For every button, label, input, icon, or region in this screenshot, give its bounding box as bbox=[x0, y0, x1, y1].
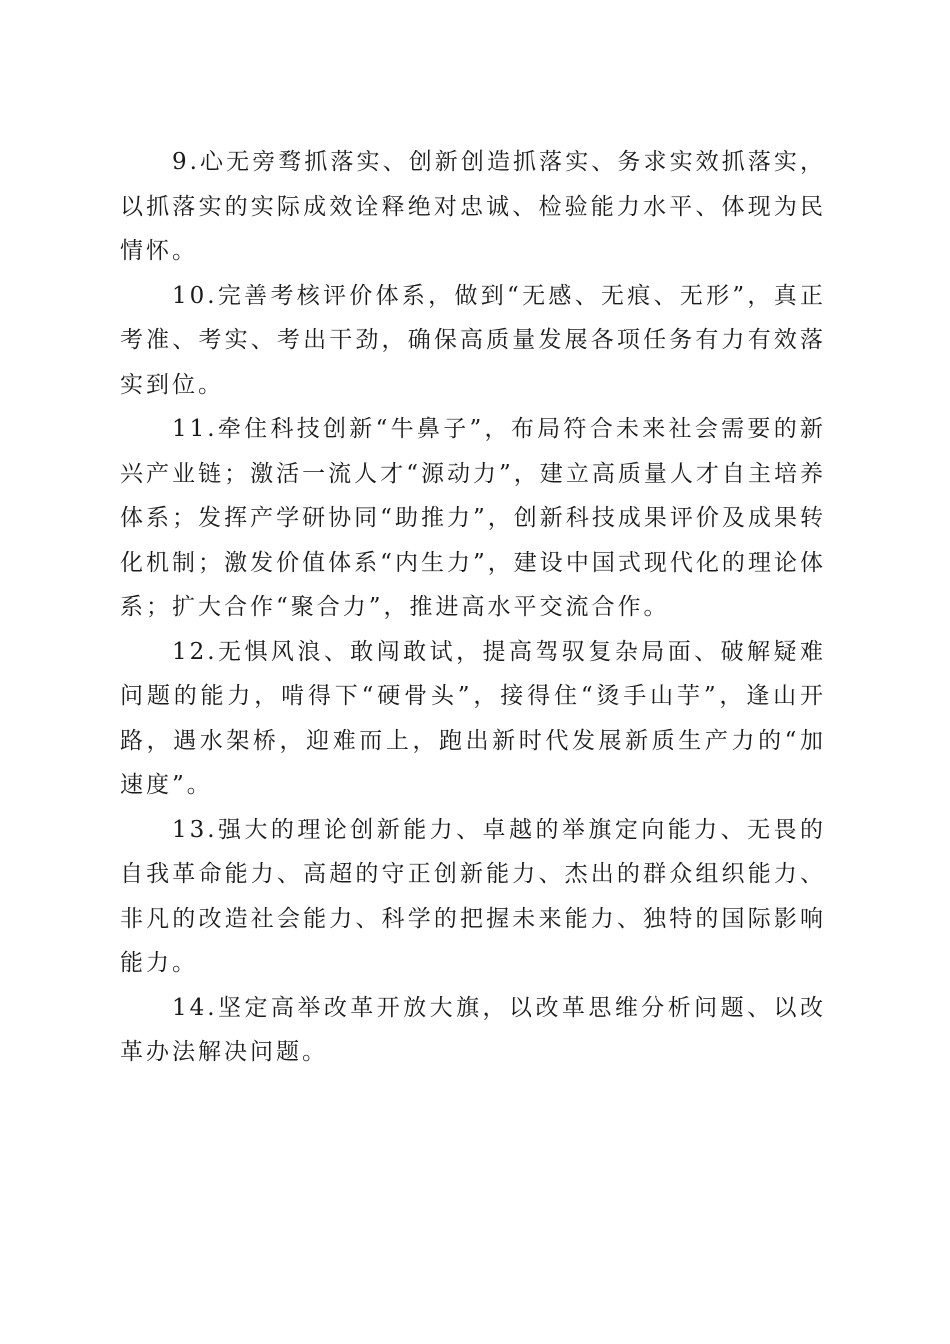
paragraph-13: 13.强大的理论创新能力、卓越的举旗定向能力、无畏的自我革命能力、高超的守正创新能力、杰出的群众组织能力、非凡的改造社会能力、科学的把握未来能力、独特的国际影响能力。 bbox=[120, 816, 826, 976]
document-body bbox=[120, 140, 826, 1075]
paragraph-12: 12.无惧风浪、敢闯敢试，提高驾驭复杂局面、破解疑难问题的能力，啃得下“硬骨头”，接得住“烫手山芋”，逢山开路，遇水架桥，迎难而上，跑出新时代发展新质生产力的“加速度”。 bbox=[120, 638, 826, 798]
paragraph-10: 10.完善考核评价体系，做到“无感、无痕、无形”，真正考准、考实、考出干劲，确保高质量发展各项任务有力有效落实到位。 bbox=[120, 282, 826, 398]
paragraph-11: 11.牵住科技创新“牛鼻子”，布局符合未来社会需要的新兴产业链；激活一流人才“源动力”，建立高质量人才自主培养体系；发挥产学研协同“助推力”，创新科技成果评价及成果转化机制；激发价值体系“内生力”，建设中国式现代化的理论体系；扩大合作“聚合力”，推进高水平交流合作。 bbox=[120, 416, 826, 620]
paragraph-9: 9.心无旁骛抓落实、创新创造抓落实、务求实效抓落实，以抓落实的实际成效诠释绝对忠诚、检验能力水平、体现为民情怀。 bbox=[120, 149, 826, 264]
paragraph-14: 14.坚定高举改革开放大旗，以改革思维分析问题、以改革办法解决问题。 bbox=[120, 994, 826, 1065]
